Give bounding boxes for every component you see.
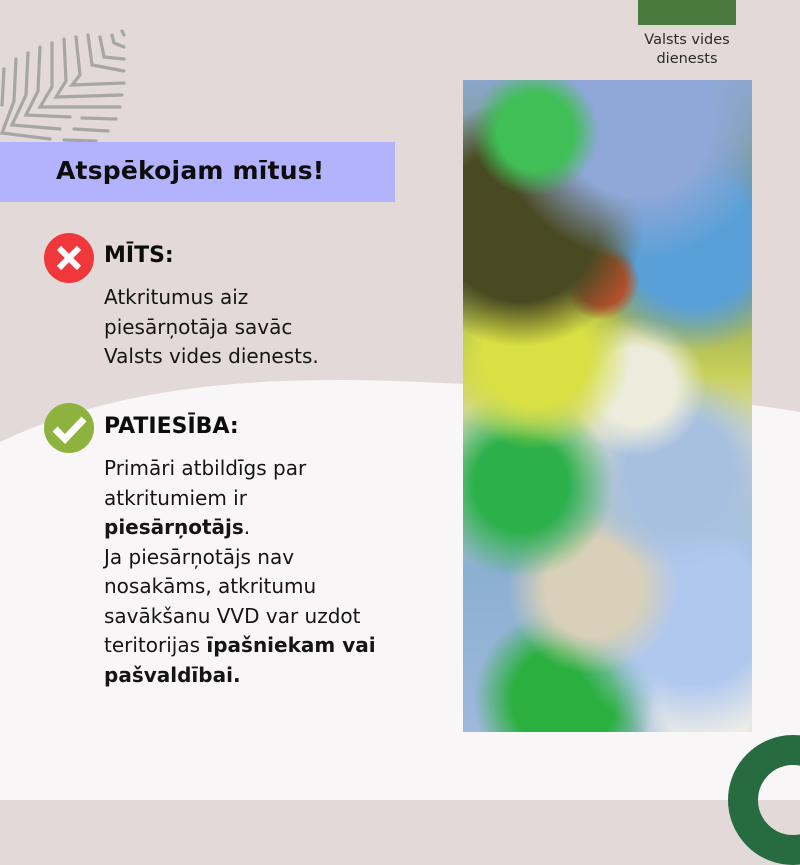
myth-text: [104, 283, 444, 372]
truth-line: [104, 661, 444, 691]
myth-line: Atkritumus aiz: [104, 285, 249, 309]
myth-line: Valsts vides dienests.: [104, 344, 319, 368]
truth-line: savākšanu VVD var uzdot: [104, 603, 361, 628]
page-title: Atspēkojam mītus!: [56, 156, 325, 185]
truth-line: Primāri atbildīgs par: [104, 456, 307, 480]
truth-line-plain: teritorijas: [104, 633, 207, 657]
truth-line: nosakāms, atkritumu: [104, 574, 317, 598]
truth-text: [104, 454, 444, 690]
truth-line: [104, 513, 444, 543]
truth-line: atkritumiem ir: [104, 485, 247, 510]
plastic-waste-photo: [463, 80, 752, 732]
brand-logo-bar: [638, 0, 736, 25]
truth-line: [104, 631, 444, 661]
emphasis-owner: īpašniekam vai: [206, 633, 376, 657]
period: .: [243, 515, 251, 539]
truth-line: Ja piesārņotājs nav: [104, 544, 295, 569]
truth-heading: PATIESĪBA:: [104, 414, 239, 439]
myth-line: piesārņotāja savāc: [104, 314, 293, 339]
fingerprint-decoration: [0, 25, 130, 145]
emphasis-municipality: pašvaldībai.: [104, 662, 241, 687]
myth-heading: MĪTS:: [104, 243, 174, 268]
check-circle-icon: [44, 403, 94, 453]
brand-name: Valsts vides dienests: [644, 32, 730, 67]
x-circle-icon: [44, 233, 94, 283]
emphasis-polluter: piesārņotājs: [104, 515, 244, 539]
